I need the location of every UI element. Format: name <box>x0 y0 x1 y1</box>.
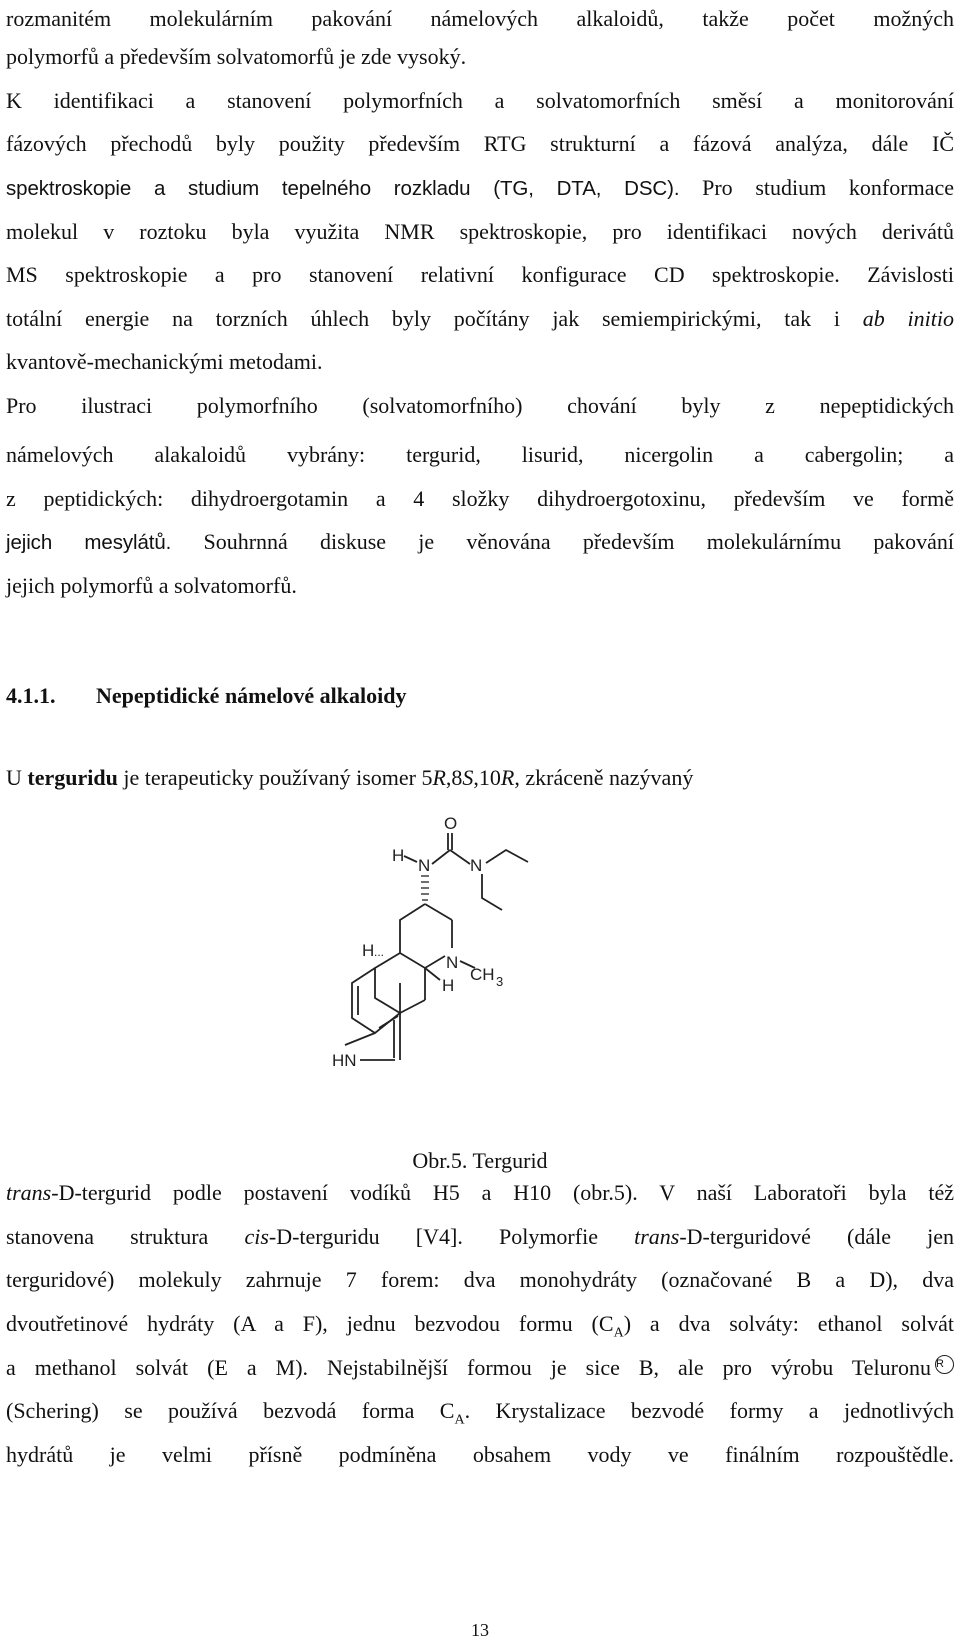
text-line <box>6 763 954 793</box>
bond <box>432 850 450 864</box>
text-span: spektroskopie a studium tepelného rozkladu (TG, DTA, DSC). <box>6 177 680 200</box>
bond <box>486 850 528 863</box>
bond <box>352 968 400 1033</box>
text-span: ,10 <box>473 765 501 790</box>
hashed-bond <box>421 876 429 900</box>
atom-label: CH <box>470 965 495 984</box>
text-line <box>6 1309 954 1348</box>
text-span: je terapeuticky používaný isomer 5 <box>117 765 433 790</box>
atom-label: H <box>442 976 455 995</box>
bond <box>400 1000 425 1013</box>
text-span: dvoutřetinové hydráty (A a F), jednu bezvodou formu (C <box>6 1311 614 1336</box>
text-span: Závislosti <box>839 262 954 287</box>
text-line <box>6 1178 954 1208</box>
italic-term: ab initio <box>862 306 954 331</box>
text-line: námelových alakaloidů vybrány: tergurid, lisurid, nicergolin a cabergolin; a <box>6 442 954 467</box>
text-line: polymorfů a především solvatomorfů je zde vysoký. <box>6 44 467 69</box>
italic-term: trans <box>6 1180 52 1205</box>
section-heading <box>6 683 406 709</box>
text-line <box>6 1222 954 1252</box>
text-span: , zkráceně nazývaný <box>514 765 694 790</box>
tergurid-structure-diagram <box>332 808 570 1078</box>
bond <box>425 968 440 980</box>
text-line <box>6 304 954 334</box>
figure-caption: Obr.5. Tergurid <box>412 1148 548 1173</box>
text-line: fázových přechodů byly použity především RTG strukturní a fázová analýza, dále IČ <box>6 131 954 156</box>
atom-label: H <box>392 846 405 865</box>
atom-label: N <box>446 953 459 972</box>
italic-term: R <box>500 765 515 790</box>
text-line: molekul v roztoku byla využita NMR spektroskopie, pro identifikaci nových derivátů <box>6 219 954 244</box>
page-number: 13 <box>471 1620 489 1640</box>
text-span: U <box>6 765 28 790</box>
atom-label: 3 <box>496 974 504 989</box>
subscript: A <box>613 1325 624 1341</box>
section-title: Nepeptidické námelové alkaloidy <box>96 683 407 708</box>
text-line: kvantově-mechanickými metodami. <box>6 349 323 374</box>
bond <box>345 1033 375 1045</box>
bond <box>482 874 502 910</box>
text-line: K identifikaci a stanovení polymorfních a solvatomorfních směsí a monitorování <box>6 88 954 113</box>
bond <box>450 850 470 864</box>
text-span: . Krystalizace bezvodé formy a jednotlivých <box>464 1398 954 1423</box>
text-line: rozmanitém molekulárním pakování námelových alkaloidů, takže počet možných <box>6 6 954 31</box>
text-span: -D-terguridu [V4]. Polymorfie <box>268 1224 635 1249</box>
text-span: MS spektroskopie a pro stanovení relativní konfigurace CD spektroskopie. <box>6 262 840 287</box>
text-span: -D-tergurid podle postavení vodíků H5 a H10 (obr.5). V naší Laboratoři byla též <box>51 1180 954 1205</box>
text-span: a methanol solvát (E a M). Nejstabilnější formou je sice B, ale pro výrobu Teluronu <box>6 1355 931 1380</box>
text-span: Pro studium konformace <box>679 175 954 200</box>
text-line: terguridové) molekuly zahrnuje 7 forem: dva monohydráty (označované B a D), dva <box>6 1267 954 1292</box>
text-line <box>6 1353 954 1383</box>
atom-label: HN <box>332 1051 357 1070</box>
section-number: 4.1.1. <box>6 683 56 708</box>
text-span: ) a dva solváty: ethanol solvát <box>623 1311 954 1336</box>
italic-term: R <box>432 765 446 790</box>
bold-term: terguridu <box>27 765 118 790</box>
text-span: -D-terguridové (dále jen <box>679 1224 954 1249</box>
bond <box>404 856 417 862</box>
atom-label: ... <box>374 945 385 959</box>
text-line <box>6 260 954 290</box>
text-span: totální energie na torzních úhlech byly počítány jak semiempirickými, tak i <box>6 306 863 331</box>
italic-term: S <box>462 765 474 790</box>
bond <box>425 904 452 920</box>
text-line: jejich polymorfů a solvatomorfů. <box>6 573 297 598</box>
text-line <box>6 173 954 204</box>
bond <box>375 953 400 1013</box>
subscript: A <box>454 1412 465 1428</box>
atom-label: O <box>444 814 458 833</box>
text-span: stanovena struktura <box>6 1224 245 1249</box>
text-span: jejich mesylátů. <box>6 531 172 554</box>
text-span: (Schering) se používá bezvodá forma C <box>6 1398 455 1423</box>
italic-term: trans <box>634 1224 680 1249</box>
text-span: ,8 <box>445 765 463 790</box>
text-line: Pro ilustraci polymorfního (solvatomorfního) chování byly z nepeptidických <box>6 393 954 418</box>
bond <box>400 904 445 968</box>
atom-label: H <box>362 941 375 960</box>
registered-mark-icon: R <box>935 1355 954 1374</box>
text-span: Souhrnná diskuse je věnována především molekulárnímu pakování <box>171 529 954 554</box>
text-line <box>6 527 954 558</box>
text-line: hydrátů je velmi přísně podmíněna obsahem vody ve finálním rozpouštědle. <box>6 1442 954 1467</box>
atom-label: N <box>470 856 483 875</box>
bond <box>379 1016 398 1028</box>
text-line: z peptidických: dihydroergotamin a 4 složky dihydroergotoxinu, především ve formě <box>6 486 954 511</box>
atom-label: N <box>418 856 431 875</box>
text-line <box>6 1396 954 1435</box>
italic-term: cis <box>244 1224 269 1249</box>
